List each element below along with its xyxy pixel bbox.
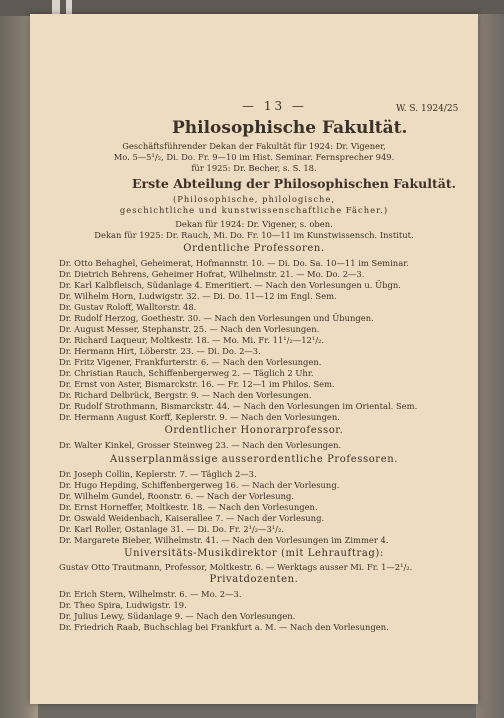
- intro-line: Mo. 5—5¹/₂, Di. Do. Fr. 9—10 im Hist. Seminar. Fernsprecher 949.: [113, 152, 395, 162]
- section-subtitle: geschichtliche und kunstwissenschaftliche Fächer.): [119, 205, 389, 215]
- list-item: Dr. Richard Laqueur, Moltkestr. 18. — Mo. Mi. Fr. 11¹/₂—12¹/₂.: [59, 335, 325, 345]
- list-item: Dr. Karl Roller, Ostanlage 31. — Di. Do. Fr. 2¹/₂—3¹/₂.: [59, 524, 285, 534]
- section-heading-ausserplan: Ausserplanmässige ausserordentliche Professoren.: [109, 454, 399, 465]
- list-item: Dr. Christian Rauch, Schiffenbergerweg 2. — Täglich 2 Uhr.: [59, 368, 314, 378]
- list-item: Dr. Walter Kinkel, Grosser Steinweg 23. — Nach den Vorlesungen.: [59, 440, 342, 450]
- list-item: Dr. Richard Delbrück, Bergstr. 9. — Nach den Vorlesungen.: [59, 390, 312, 400]
- dean-line: Dekan für 1925: Dr. Rauch, Mi. Do. Fr. 10—11 im Kunstwissensch. Institut.: [94, 230, 414, 240]
- page-title: Philosophische Fakultät.: [172, 118, 408, 138]
- list-item: Dr. Ernst Horneffer, Moltkestr. 18. — Nach den Vorlesungen.: [59, 502, 318, 512]
- list-item: Dr. Rudolf Herzog, Goethestr. 30. — Nach den Vorlesungen und Übungen.: [59, 313, 374, 323]
- list-item: Dr. Wilhelm Horn, Ludwigstr. 32. — Di. Do. 11—12 im Engl. Sem.: [59, 291, 337, 301]
- list-item: Dr. Karl Kalbfleisch, Südanlage 4. Emeritiert. — Nach den Vorlesungen u. Übgn.: [59, 280, 401, 290]
- backdrop-right: [476, 14, 504, 718]
- section-heading-ordentliche: Ordentliche Professoren.: [183, 243, 325, 254]
- intro-line: Geschäftsführender Dekan der Fakultät für 1924: Dr. Vigener,: [122, 141, 386, 151]
- section-heading-honorar: Ordentlicher Honorarprofessor.: [164, 425, 344, 436]
- list-item: Dr. Wilhelm Gundel, Roonstr. 6. — Nach der Vorlesung.: [59, 491, 295, 501]
- list-item: Dr. Oswald Weidenbach, Kaiserallee 7. — Nach der Vorlesung.: [59, 513, 325, 523]
- list-item: Dr. August Messer, Stephanstr. 25. — Nach den Vorlesungen.: [59, 324, 320, 334]
- page-number: — 13 —: [242, 99, 307, 113]
- list-item: Dr. Julius Lewy, Südanlage 9. — Nach den Vorlesungen.: [59, 611, 296, 621]
- list-item: Dr. Fritz Vigener, Frankfurterstr. 6. — Nach den Vorlesungen.: [59, 357, 322, 367]
- intro-line: für 1925: Dr. Becher, s. S. 18.: [191, 163, 317, 173]
- list-item: Dr. Otto Behaghel, Geheimerat, Hofmannstr. 10. — Di. Do. Sa. 10—11 im Seminar.: [59, 258, 409, 268]
- list-item: Dr. Theo Spira, Ludwigstr. 19.: [59, 600, 187, 610]
- document-page: [30, 14, 478, 704]
- list-item: Dr. Joseph Collin, Keplerstr. 7. — Täglich 2—3.: [59, 469, 257, 479]
- section-title: Erste Abteilung der Philosophischen Fakultät.: [132, 176, 456, 191]
- list-item: Dr. Dietrich Behrens, Geheimer Hofrat, Wilhelmstr. 21. — Mo. Do. 2—3.: [59, 269, 365, 279]
- list-item: Gustav Otto Trautmann, Professor, Moltkestr. 6. — Werktags ausser Mi. Fr. 1—2¹/₂.: [59, 562, 413, 572]
- list-item: Dr. Gustav Roloff, Walltorstr. 48.: [59, 302, 197, 312]
- list-item: Dr. Rudolf Strothmann, Bismarckstr. 44. — Nach den Vorlesungen im Oriental. Sem.: [59, 401, 418, 411]
- list-item: Dr. Erich Stern, Wilhelmstr. 6. — Mo. 2—3.: [59, 589, 242, 599]
- list-item: Dr. Hermann Hirt, Löberstr. 23. — Di. Do. 2—3.: [59, 346, 261, 356]
- section-heading-privat: Privatdozenten.: [209, 574, 299, 585]
- list-item: Dr. Friedrich Raab, Buchschlag bei Frankfurt a. M. — Nach den Vorlesungen.: [59, 622, 389, 632]
- list-item: Dr. Hermann August Korff, Keplerstr. 9. — Nach den Vorlesungen.: [59, 412, 340, 422]
- section-heading-musik: Universitäts-Musikdirektor (mit Lehrauftrag):: [124, 548, 384, 559]
- semester-label: W. S. 1924/25: [396, 104, 459, 114]
- section-subtitle: (Philosophische, philologische,: [172, 194, 336, 204]
- list-item: Dr. Hugo Hepding, Schiffenbergerweg 16. — Nach der Vorlesung.: [59, 480, 340, 490]
- dean-line: Dekan für 1924: Dr. Vigener, s. oben.: [175, 219, 333, 229]
- list-item: Dr. Ernst von Aster, Bismarckstr. 16. — Fr. 12—1 im Philos. Sem.: [59, 379, 335, 389]
- list-item: Dr. Margarete Bieber, Wilhelmstr. 41. — Nach den Vorlesungen im Zimmer 4.: [59, 535, 389, 545]
